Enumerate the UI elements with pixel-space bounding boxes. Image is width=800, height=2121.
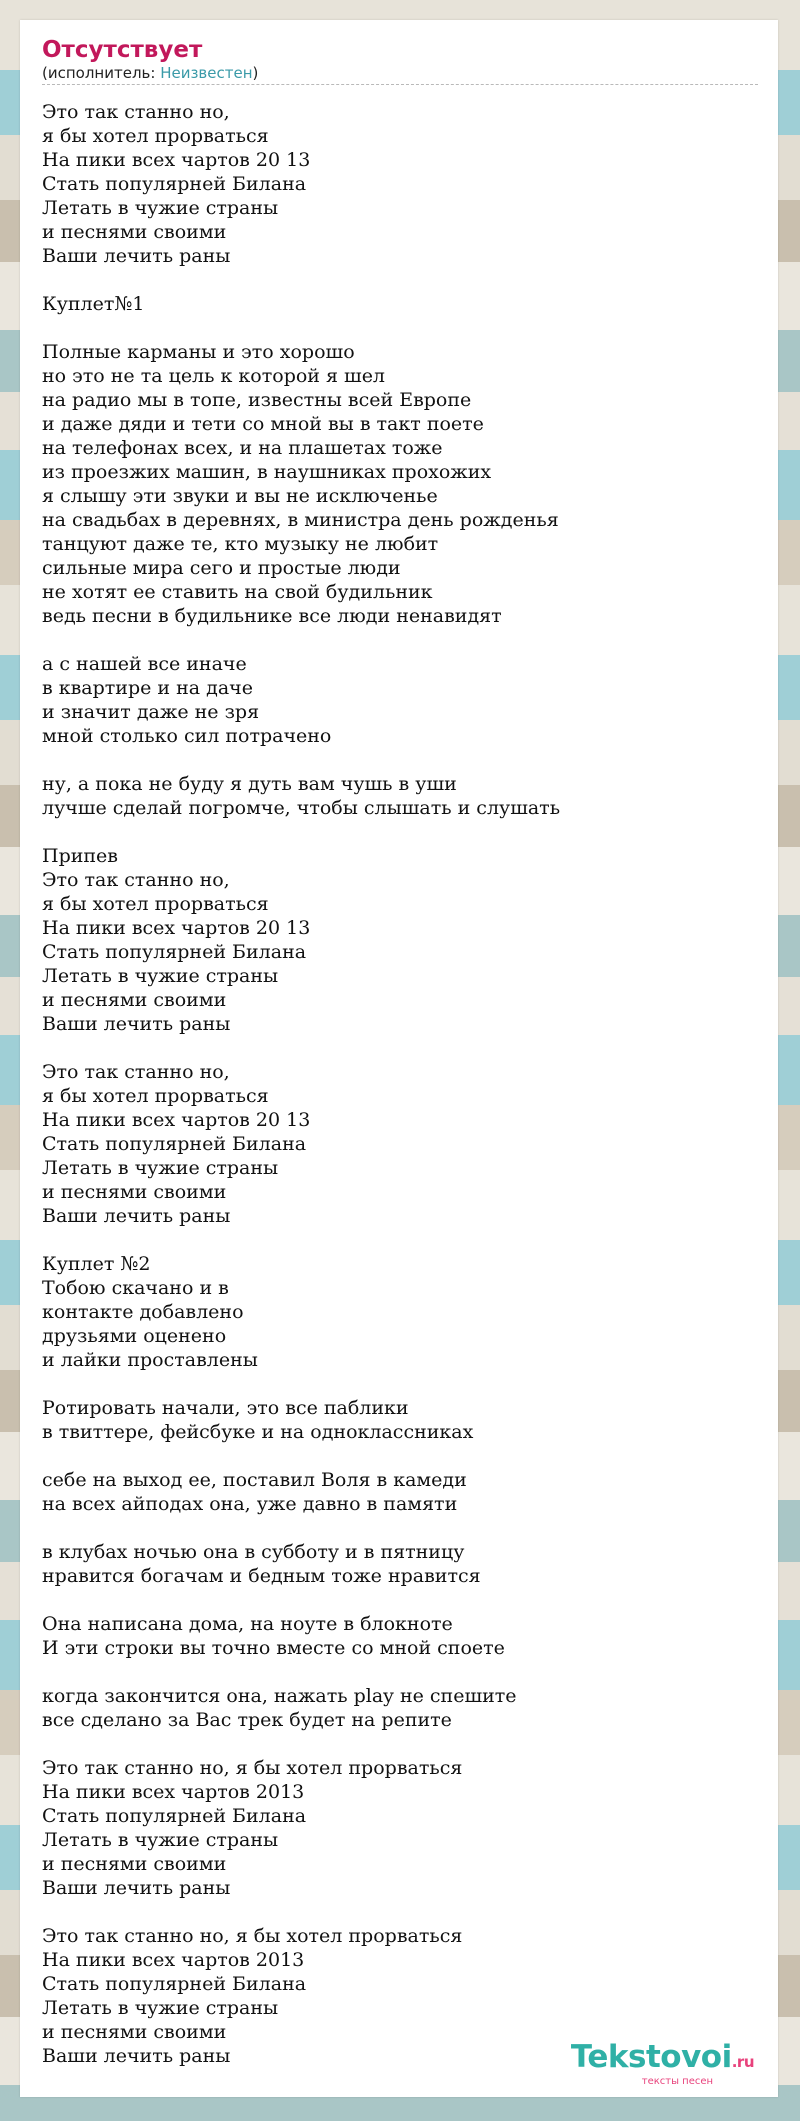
song-header bbox=[42, 36, 758, 85]
logo-tagline: тексты песен bbox=[641, 2076, 714, 2087]
song-title: Отсутствует bbox=[42, 37, 203, 63]
logo-wordmark bbox=[571, 2041, 754, 2078]
artist-suffix: ) bbox=[252, 64, 259, 82]
artist-link[interactable]: Неизвестен bbox=[160, 64, 253, 82]
logo-tld: .ru bbox=[731, 2053, 754, 2071]
artist-prefix: (исполнитель: bbox=[42, 64, 161, 82]
site-logo[interactable] bbox=[571, 2041, 754, 2087]
artist-line bbox=[42, 64, 758, 85]
logo-name: Tekstovoi bbox=[570, 2039, 732, 2075]
lyrics-text: Это так станно но, я бы хотел прорваться На пики всех чартов 20 13 Стать популярней Билана Летать в чужие страны и песнями своими Ваши лечить раны Куплет№1 Полные карманы и это хорошо но это не та цель к которой я шел на радио мы в топе, известны всей Европе и даже дяди и тети со мной вы в такт поете на телефонах всех, и на плашетах тоже из проезжих машин, в наушниках прохожих я слышу эти звуки и вы не исключенье на свадьбах в деревнях, в министра день рожденья танцуют даже те, кто музыку не любит сильные мира сего и простые люди не хотят ее ставить на свой будильник ведь песни в будильнике все люди ненавидят а с нашей все иначе в квартире и на даче и значит даже не зря мной столько сил потрачено ну, а пока не буду я дуть вам чушь в уши лучше сделай погромче, чтобы слышать и слушать Припев Это так станно но, я бы хотел прорваться На пики всех чартов 20 13 Стать популярней Билана Летать в чужие страны и песнями своими Ваши лечить раны Это так станно но, я бы хотел прорваться На пики всех чартов 20 13 Стать популярней Билана Летать в чужие страны и песнями своими Ваши лечить раны Куплет №2 Тобою скачано и в контакте добавлено друзьями оценено и лайки проставлены Ротировать начали, это все паблики в твиттере, фейсбуке и на одноклассниках себе на выход ее, поставил Воля в камеди на всех айподах она, уже давно в памяти в клубах ночью она в субботу и в пятницу нравится богачам и бедным тоже нравится Она написана дома, на ноуте в блокноте И эти строки вы точно вместе со мной споете когда закончится она, нажать play не спешите все сделано за Вас трек будет на репите Это так станно но, я бы хотел прорваться На пики всех чартов 2013 Стать популярней Билана Летать в чужие страны и песнями своими Ваши лечить раны Это так станно но, я бы хотел прорваться На пики всех чартов 2013 Стать популярней Билана Летать в чужие страны и песнями своими Ваши лечить раны bbox=[42, 101, 561, 2067]
lyrics-card bbox=[20, 20, 778, 2097]
